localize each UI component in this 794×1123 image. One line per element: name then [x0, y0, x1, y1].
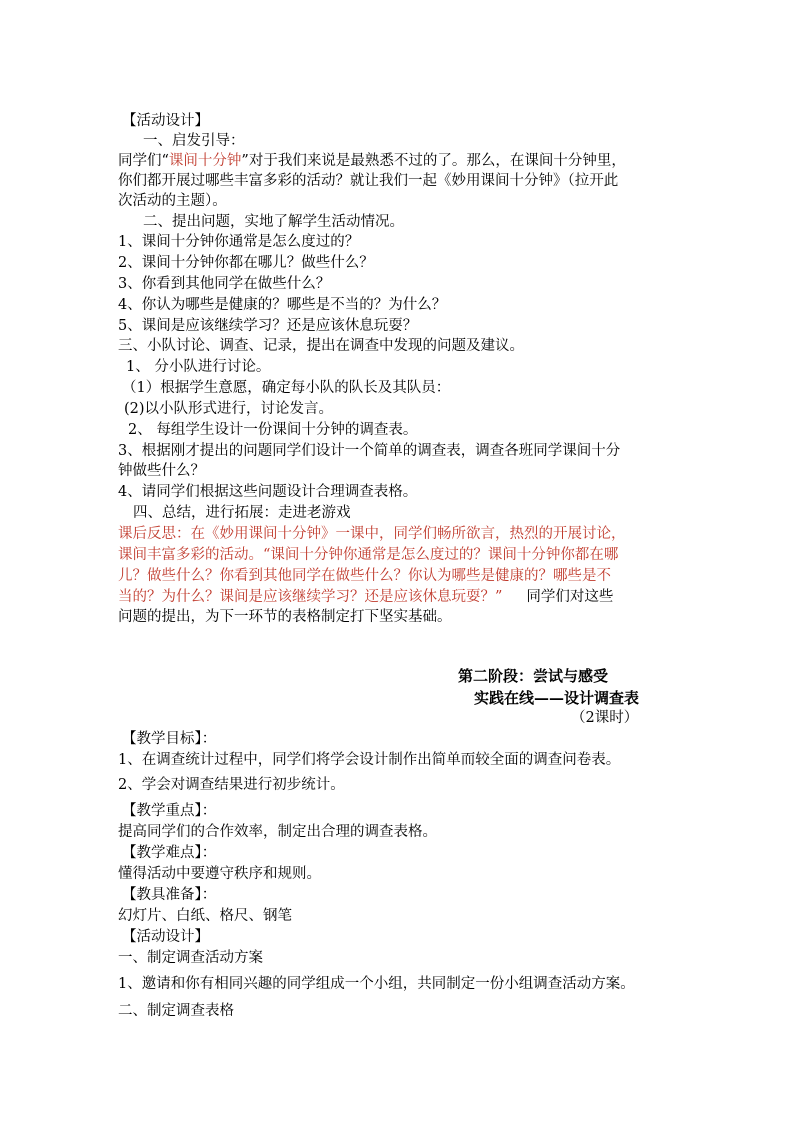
question-item: 3、你看到其他同学在做些什么？ [118, 276, 331, 292]
list-item-continuation: 钟做些什么？ [118, 463, 205, 479]
intro-highlight: 课间十分钟 [168, 153, 242, 169]
intro-line: 次活动的主题）。 [118, 193, 227, 209]
stage-title: 第二阶段：尝试与感受 [458, 667, 609, 685]
difficulty-heading: 【教学难点】： [122, 845, 217, 861]
difficulty-text: 懂得活动中要遵守秩序和规则。 [118, 866, 321, 882]
goal-item: 1、在调查统计过程中，同学们将学会设计制作出简单而较全面的调查问卷表。 [118, 752, 621, 768]
list-subitem: (2)以小队形式进行，讨论发言。 [124, 401, 334, 417]
materials-text: 幻灯片、白纸、格尺、钢笔 [118, 908, 292, 924]
section-heading: 【活动设计】 [122, 113, 209, 129]
question-item: 5、课间是应该继续学习？还是应该休息玩耍？ [118, 318, 418, 334]
step-title: 二、制定调查表格 [118, 1003, 234, 1019]
reflection-red-part: 当的？为什么？课间是应该继续学习？还是应该休息玩耍？” [118, 589, 503, 605]
intro-suffix: ”对于我们来说是最熟悉不过的了。那么，在课间十分钟里， [241, 153, 626, 169]
intro-line [118, 151, 678, 171]
intro-prefix: 同学们“ [118, 153, 169, 169]
step-title: 一、启发引导： [143, 133, 245, 149]
list-item: 2、 每组学生设计一份课间十分钟的调查表。 [128, 422, 418, 438]
reflection-line: 课间丰富多彩的活动。“课间十分钟你通常是怎么度过的？课间十分钟你都在哪 [118, 547, 619, 563]
list-subitem: （1）根据学生意愿，确定每小队的队长及其队员： [122, 380, 451, 396]
question-item: 2、课间十分钟你都在哪儿？做些什么？ [118, 255, 374, 271]
focus-heading: 【教学重点】： [122, 803, 217, 819]
list-item: 3、根据刚才提出的问题同学们设计一个简单的调查表，调查各班同学课间十分 [118, 443, 621, 459]
list-item: 4、请同学们根据这些问题设计合理调查表格。 [118, 484, 418, 500]
reflection-line: 课后反思：在《妙用课间十分钟》一课中，同学们畅所欲言，热烈的开展讨论， [118, 526, 626, 542]
reflection-line [118, 587, 678, 607]
stage-hours: （2课时） [571, 710, 639, 726]
reflection-line: 儿？做些什么？你看到其他同学在做些什么？你认为哪些是健康的？哪些是不 [118, 568, 611, 584]
focus-text: 提高同学们的合作效率，制定出合理的调查表格。 [118, 824, 437, 840]
step-item: 1、邀请和你有相同兴趣的同学组成一个小组，共同制定一份小组调查活动方案。 [118, 976, 635, 992]
step-title: 三、小队讨论、调查、记录，提出在调查中发现的问题及建议。 [118, 338, 524, 354]
reflection-line: 问题的提出，为下一环节的表格制定打下坚实基础。 [118, 609, 452, 625]
step-title: 四、总结，进行拓展：走进老游戏 [133, 505, 351, 521]
stage-subtitle: 实践在线——设计调查表 [474, 689, 640, 707]
list-item: 1、 分小队进行讨论。 [126, 359, 271, 375]
materials-heading: 【教具准备】： [122, 887, 217, 903]
activity-heading: 【活动设计】 [122, 929, 209, 945]
step-title: 一、制定调查活动方案 [118, 950, 263, 966]
goal-item: 2、学会对调查结果进行初步统计。 [118, 777, 345, 793]
question-item: 4、你认为哪些是健康的？哪些是不当的？为什么？ [118, 297, 447, 313]
step-title: 二、提出问题，实地了解学生活动情况。 [143, 214, 404, 230]
intro-line: 你们都开展过哪些丰富多彩的活动？就让我们一起《妙用课间十分钟》（拉开此 [118, 173, 619, 189]
goals-heading: 【教学目标】： [122, 731, 217, 747]
reflection-black-part: 同学们对这些 [526, 589, 614, 605]
question-item: 1、课间十分钟你通常是怎么度过的？ [118, 234, 360, 250]
